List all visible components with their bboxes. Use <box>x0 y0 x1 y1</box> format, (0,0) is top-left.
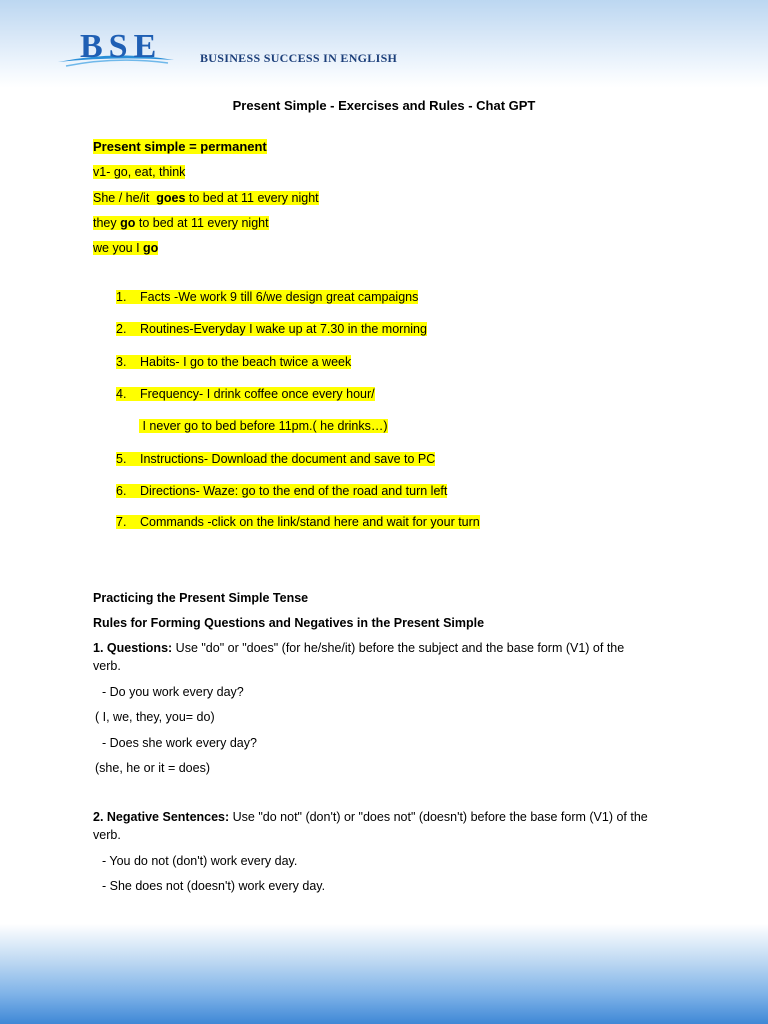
practice-heading: Practicing the Present Simple Tense <box>93 591 309 605</box>
questions-note-2: (she, he or it = does) <box>95 761 210 775</box>
list-item: 3. Habits- I go to the beach twice a week <box>116 355 352 369</box>
negatives-rule-cont: verb. <box>93 828 121 842</box>
logo-text: BSE <box>80 28 163 65</box>
questions-rule-cont: verb. <box>93 659 121 673</box>
intro-line-3: they go to bed at 11 every night <box>93 216 269 230</box>
list-item: 5. Instructions- Download the document and save to PC <box>116 452 436 466</box>
list-item-continuation: I never go to bed before 11pm.( he drinks…) <box>139 419 388 433</box>
questions-example-2: - Does she work every day? <box>102 736 257 750</box>
intro-line-1: v1- go, eat, think <box>93 165 186 179</box>
list-item: 2. Routines-Everyday I wake up at 7.30 in the morning <box>116 322 427 336</box>
list-item: 4. Frequency- I drink coffee once every hour/ <box>116 387 375 401</box>
page-title: Present Simple - Exercises and Rules - Chat GPT <box>232 98 536 113</box>
list-item: 6. Directions- Waze: go to the end of the road and turn left <box>116 484 448 498</box>
intro-line-2: She / he/it goes to bed at 11 every night <box>93 191 319 205</box>
questions-note-1: ( I, we, they, you= do) <box>95 710 215 724</box>
negatives-rule: 2. Negative Sentences: Use "do not" (don't) or "does not" (doesn't) before the base form (V1) of the <box>93 810 648 824</box>
questions-rule: 1. Questions: Use "do" or "does" (for he/she/it) before the subject and the base form (V1) of the <box>93 641 625 655</box>
negatives-example-2: - She does not (doesn't) work every day. <box>102 879 326 893</box>
negatives-example-1: - You do not (don't) work every day. <box>102 854 298 868</box>
intro-line-4: we you I go <box>93 241 159 255</box>
list-item: 7. Commands -click on the link/stand here and wait for your turn <box>116 515 480 529</box>
list-item: 1. Facts -We work 9 till 6/we design great campaigns <box>116 290 419 304</box>
footer-background <box>0 924 768 1024</box>
questions-example-1: - Do you work every day? <box>102 685 244 699</box>
header-tagline: BUSINESS SUCCESS IN ENGLISH <box>200 51 398 65</box>
intro-heading: Present simple = permanent <box>93 139 267 154</box>
rules-heading: Rules for Forming Questions and Negatives in the Present Simple <box>93 616 485 630</box>
